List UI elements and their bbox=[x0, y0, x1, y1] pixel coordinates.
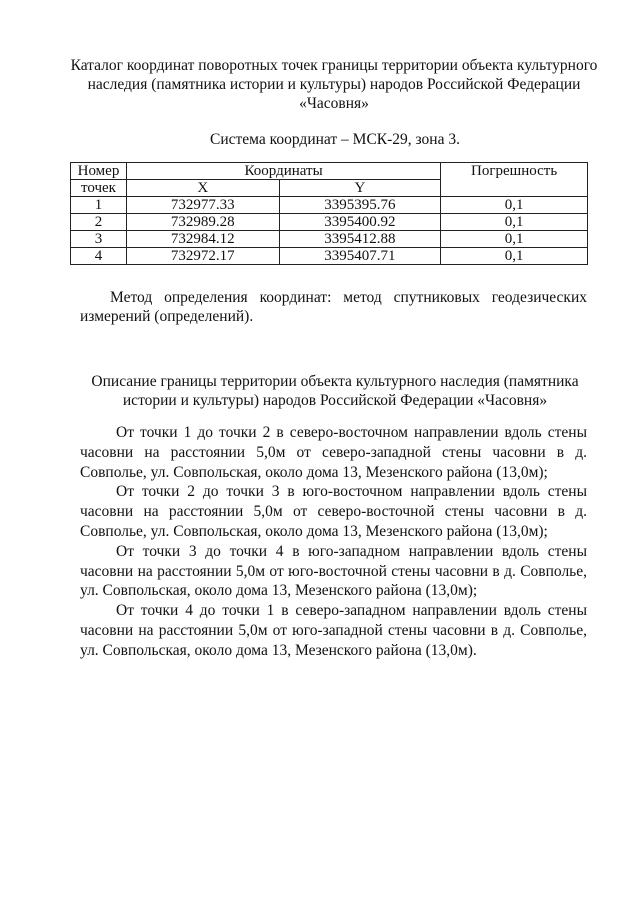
header-y: Y bbox=[279, 180, 441, 197]
cell-y: 3395395.76 bbox=[279, 197, 441, 214]
cell-x: 732984.12 bbox=[126, 231, 279, 248]
description-paragraph: От точки 2 до точки 3 в юго-восточном направлении вдоль стены часовни на расстоянии 5,0м от северо-восточной стены часовни в д. Совполье, ул. Совпольская, около дома 13, Мезенского района (13,0м); bbox=[80, 483, 587, 540]
cell-number: 4 bbox=[71, 248, 127, 265]
coordinate-system-line: Система координат – МСК-29, зона 3. bbox=[210, 131, 460, 148]
table-row bbox=[71, 214, 588, 231]
header-x: X bbox=[126, 180, 279, 197]
cell-error: 0,1 bbox=[441, 231, 588, 248]
description-paragraph: От точки 1 до точки 2 в северо-восточном направлении вдоль стены часовни на расстоянии 5,0м от северо-западной стены часовни в д. Совполье, ул. Совпольская, около дома 13, Мезенского района (13,0м); bbox=[80, 424, 587, 481]
table-row bbox=[71, 248, 588, 265]
coordinates-table bbox=[70, 162, 588, 265]
cell-number: 1 bbox=[71, 197, 127, 214]
cell-y: 3395412.88 bbox=[279, 231, 441, 248]
description-title: Описание границы территории объекта культурного наследия (памятника истории и культуры) народов Российской Федерации «Часовня» bbox=[91, 373, 579, 409]
table-row bbox=[71, 197, 588, 214]
header-coordinates: Координаты bbox=[126, 163, 440, 180]
cell-x: 732977.33 bbox=[126, 197, 279, 214]
document-title: Каталог координат поворотных точек границы территории объекта культурного наследия (памятника истории и культуры) народов Российской Федерации «Часовня» bbox=[70, 57, 598, 112]
description-paragraph: От точки 4 до точки 1 в северо-западном направлении вдоль стены часовни на расстоянии 5,0м от юго-западной стены часовни в д. Совполье, ул. Совпольская, около дома 13, Мезенского района (13,0м). bbox=[80, 602, 587, 659]
cell-error: 0,1 bbox=[441, 248, 588, 265]
header-number-line2: точек bbox=[71, 180, 127, 197]
cell-error: 0,1 bbox=[441, 197, 588, 214]
cell-number: 3 bbox=[71, 231, 127, 248]
cell-number: 2 bbox=[71, 214, 127, 231]
method-paragraph: Метод определения координат: метод спутниковых геодезических измерений (определений). bbox=[80, 289, 587, 325]
cell-y: 3395400.92 bbox=[279, 214, 441, 231]
cell-y: 3395407.71 bbox=[279, 248, 441, 265]
cell-x: 732989.28 bbox=[126, 214, 279, 231]
table-header-row bbox=[71, 163, 588, 180]
cell-x: 732972.17 bbox=[126, 248, 279, 265]
description-paragraph: От точки 3 до точки 4 в юго-западном направлении вдоль стены часовни на расстоянии 5,0м от юго-восточной стены часовни в д. Совполье, ул. Совпольская, около дома 13, Мезенского района (13,0м); bbox=[80, 542, 587, 600]
cell-error: 0,1 bbox=[441, 214, 588, 231]
table-row bbox=[71, 231, 588, 248]
header-error: Погрешность bbox=[441, 163, 588, 197]
header-number: Номер bbox=[71, 163, 127, 180]
boundary-descriptions bbox=[80, 423, 587, 661]
